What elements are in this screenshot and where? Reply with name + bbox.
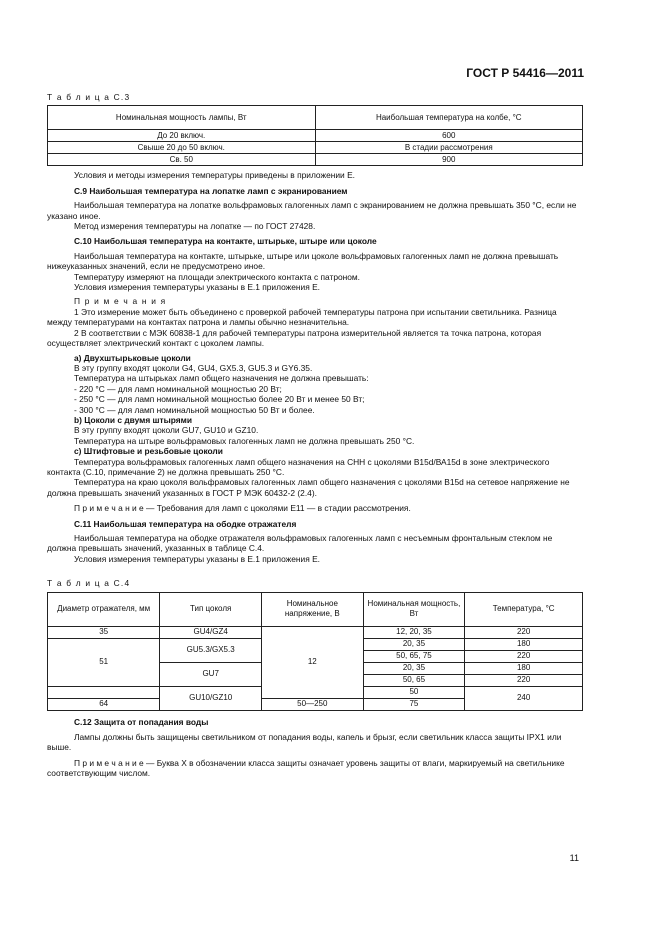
table-cell: 220 xyxy=(465,650,583,662)
table-header-cell: Номинальное напряжение, В xyxy=(261,592,363,626)
table-cell: Св. 50 xyxy=(48,154,316,166)
paragraph: В эту группу входят цоколи G4, GU4, GX5.3, GU5.3 и GY6.35. xyxy=(74,362,313,373)
table-cell: 75 xyxy=(363,698,465,710)
note: 2 В соответствии с МЭК 60838-1 для рабочей температуры патрона измерительной является та точка патрона, которая осуществляет электрический контакт с цоколем лампы. xyxy=(47,327,542,349)
paragraph: Лампы должны быть защищены светильником от попадания воды, капель и брызг, если светильник класса защиты IPX1 или выше. xyxy=(47,732,562,753)
paragraph: В эту группу входят цоколи GU7, GU10 и GZ10. xyxy=(74,425,259,436)
list-item: - 220 °С — для ламп номинальной мощностью 20 Вт; xyxy=(74,383,282,394)
table-cell: 50, 65, 75 xyxy=(363,650,465,662)
table-cell: 64 xyxy=(48,698,160,710)
table-cell: 50—250 xyxy=(261,698,363,710)
table-cell: 50, 65 xyxy=(363,674,465,686)
table-cell: 180 xyxy=(465,662,583,674)
table-cell: 12 xyxy=(261,626,363,698)
table-cell: GU10/GZ10 xyxy=(160,686,262,710)
table-cell: 900 xyxy=(315,154,583,166)
paragraph: Температуру измеряют на площади электрического контакта с патроном. xyxy=(74,271,361,282)
subsection-title-c: с) Штифтовые и резьбовые цоколи xyxy=(74,446,223,457)
table-cell: Свыше 20 до 50 включ. xyxy=(48,142,316,154)
note: 1 Это измерение может быть объединено с проверкой рабочей температуры патрона при испытании светильника. Разница между температурами на контактах патрона и лампы обычно незначительна. xyxy=(47,306,557,328)
table-cell: 35 xyxy=(48,626,160,638)
section-title-c12: С.12 Защита от попадания воды xyxy=(74,716,209,727)
section-title-c10: С.10 Наибольшая температура на контакте, штырьке, штыре или цоколе xyxy=(74,236,377,247)
table-header-cell: Номинальная мощность лампы, Вт xyxy=(48,106,316,130)
standard-header: ГОСТ Р 54416—2011 xyxy=(466,66,584,80)
table-cell: 20, 35 xyxy=(363,638,465,650)
table-row xyxy=(48,626,583,638)
table-header-cell: Температура, °С xyxy=(465,592,583,626)
paragraph: Температура на штырьках ламп общего назначения не должна превышать: xyxy=(74,373,369,384)
table-header-cell: Номинальная мощность, Вт xyxy=(363,592,465,626)
table-cell: 20, 35 xyxy=(363,662,465,674)
table-cell: 12, 20, 35 xyxy=(363,626,465,638)
note: П р и м е ч а н и е — Требования для ламп с цоколями Е11 — в стадии рассмотрения. xyxy=(74,503,411,514)
table-cell: GU7 xyxy=(160,662,262,686)
paragraph: Условия измерения температуры указаны в Е.1 приложения Е. xyxy=(74,282,320,293)
paragraph: Температура на краю цоколя вольфрамовых галогенных ламп общего назначения с цоколями В15d на сетевое напряжение не должна превышать значений указанных в ГОСТ Р МЭК 60432-2 (2.4). xyxy=(47,477,570,498)
table-cell: GU4/GZ4 xyxy=(160,626,262,638)
paragraph: Температура вольфрамовых галогенных ламп общего назначения на СНН с цоколями В15d/ВА15d в зоне электрического контакта (С.10, примечание 2) не должна превышать 250 °С. xyxy=(47,456,550,477)
table-cell: GU5.3/GX5.3 xyxy=(160,638,262,662)
paragraph: Наибольшая температура на контакте, штырьке, штыре или цоколе вольфрамовых галогенных ламп не должна превышать нижеуказанных значений, если не предусмотрено иное. xyxy=(47,250,559,272)
subsection-title-a: а) Двухштырьковые цоколи xyxy=(74,352,191,363)
paragraph: Наибольшая температура на ободке отражателя вольфрамовых галогенных ламп с несъемным фронтальным стеклом не должна превышать значений, указанных в таблице С.4. xyxy=(47,533,553,554)
table-cell: 180 xyxy=(465,638,583,650)
table-c3-caption: Т а б л и ц а С.3 xyxy=(47,92,131,102)
paragraph: Условия и методы измерения температуры приведены в приложении Е. xyxy=(74,170,355,181)
table-cell: 600 xyxy=(315,130,583,142)
table-header-row xyxy=(48,106,583,130)
table-cell: 220 xyxy=(465,674,583,686)
paragraph: Условия измерения температуры указаны в Е.1 приложения Е. xyxy=(74,553,320,564)
document-body xyxy=(47,92,583,779)
table-row xyxy=(48,130,583,142)
note: П р и м е ч а н и е — Буква Х в обозначении класса защиты означает уровень защиты от влаги, маркируемый на светильнике соответствующим числом. xyxy=(47,757,565,779)
table-row xyxy=(48,142,583,154)
notes-label: П р и м е ч а н и я xyxy=(74,296,167,307)
paragraph: Метод измерения температуры на лопатке — по ГОСТ 27428. xyxy=(74,221,316,232)
section-title-c11: С.11 Наибольшая температура на ободке отражателя xyxy=(74,518,297,529)
table-c4-caption: Т а б л и ц а С.4 xyxy=(47,578,131,589)
table-header-cell: Тип цоколя xyxy=(160,592,262,626)
paragraph: Наибольшая температура на лопатке вольфрамовых галогенных ламп с экранированием не должна превышать 350 °С, если не указано иное. xyxy=(47,200,577,221)
table-cell xyxy=(48,686,160,698)
table-cell: 240 xyxy=(465,686,583,710)
paragraph: Температура на штыре вольфрамовых галогенных ламп не должна превышать 250 °С. xyxy=(74,435,415,446)
table-header-cell: Диаметр отражателя, мм xyxy=(48,592,160,626)
table-cell: В стадии рассмотрения xyxy=(315,142,583,154)
section-title-c9: С.9 Наибольшая температура на лопатке ламп с экранированием xyxy=(74,185,348,196)
table-header-cell: Наибольшая температура на колбе, °С xyxy=(315,106,583,130)
list-item: - 250 °С — для ламп номинальной мощностью более 20 Вт и менее 50 Вт; xyxy=(74,394,365,405)
table-c3 xyxy=(47,105,583,166)
table-header-row xyxy=(48,592,583,626)
table-c4 xyxy=(47,592,583,711)
table-row xyxy=(48,154,583,166)
table-cell: 51 xyxy=(48,638,160,686)
page-number: 11 xyxy=(569,853,579,863)
list-item: - 300 °С — для ламп номинальной мощностью 50 Вт и более. xyxy=(74,404,315,415)
table-cell: До 20 включ. xyxy=(48,130,316,142)
subsection-title-b: b) Цоколи с двумя штырями xyxy=(74,414,193,425)
table-cell: 50 xyxy=(363,686,465,698)
table-cell: 220 xyxy=(465,626,583,638)
